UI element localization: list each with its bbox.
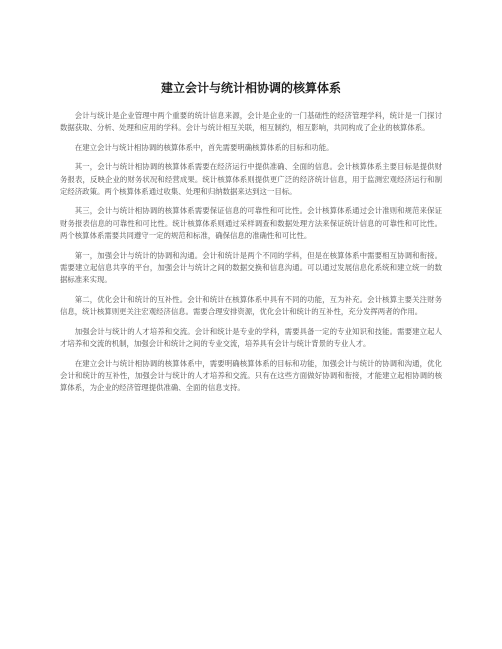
paragraph-measure-one: 第一，加强会计与统计的协调和沟通。会计和统计是两个不同的学科，但是在核算体系中需要相互协调和衔接。需要建立起信息共享的平台，加强会计与统计之间的数据交换和信息沟通。可以通过发展信息化系统和建立统一的数据标准来实现。 <box>60 250 442 285</box>
paragraph-conclusion: 在建立会计与统计相协调的核算体系中，需要明确核算体系的目标和功能，加强会计与统计的协调和沟通，优化会计和统计的互补性，加强会计与统计的人才培养和交流。只有在这些方面做好协调和衔接，才能建立起相协调的核算体系，为企业的经济管理提供准确、全面的信息支持。 <box>60 358 442 393</box>
paragraph-goal: 在建立会计与统计相协调的核算体系中，首先需要明确核算体系的目标和功能。 <box>74 142 334 152</box>
paragraph-intro: 会计与统计是企业管理中两个重要的统计信息来源，会计是企业的一门基础性的经济管理学科，统计是一门探讨数据获取、分析、处理和应用的学科。会计与统计相互关联，相互制约，相互影响，共同构成了企业的核算体系。 <box>60 111 442 133</box>
paragraph-point-three: 其三，会计与统计相协调的核算体系需要保证信息的可靠性和可比性。会计核算体系通过会计准则和规范来保证财务报表信息的可靠性和可比性。统计核算体系则通过采样调查和数据处理方法来保证统计信息的可靠性和可比性。两个核算体系需要共同遵守一定的规范和标准，确保信息的准确性和可比性。 <box>60 206 442 241</box>
paragraph-point-one: 其一，会计与统计相协调的核算体系需要在经济运行中提供准确、全面的信息。会计核算体系主要目标是提供财务报表，反映企业的财务状况和经营成果。统计核算体系则提供更广泛的经济统计信息，用于监测宏观经济运行和制定经济政策。两个核算体系通过收集、处理和归纳数据来达到这一目标。 <box>60 162 442 197</box>
paragraph-talent: 加强会计与统计的人才培养和交流。会计和统计是专业的学科，需要具备一定的专业知识和技能。需要建立起人才培养和交流的机制，加强会计和统计之间的专业交流，培养具有会计与统计背景的专业人才。 <box>60 326 442 349</box>
paragraph-measure-two: 第二，优化会计和统计的互补性。会计和统计在核算体系中具有不同的功能，互为补充。会计核算主要关注财务信息，统计核算则更关注宏观经济信息。需要合理安排资源，优化会计和统计的互补性，充分发挥两者的作用。 <box>60 294 442 317</box>
document-title: 建立会计与统计相协调的核算体系 <box>160 81 341 95</box>
